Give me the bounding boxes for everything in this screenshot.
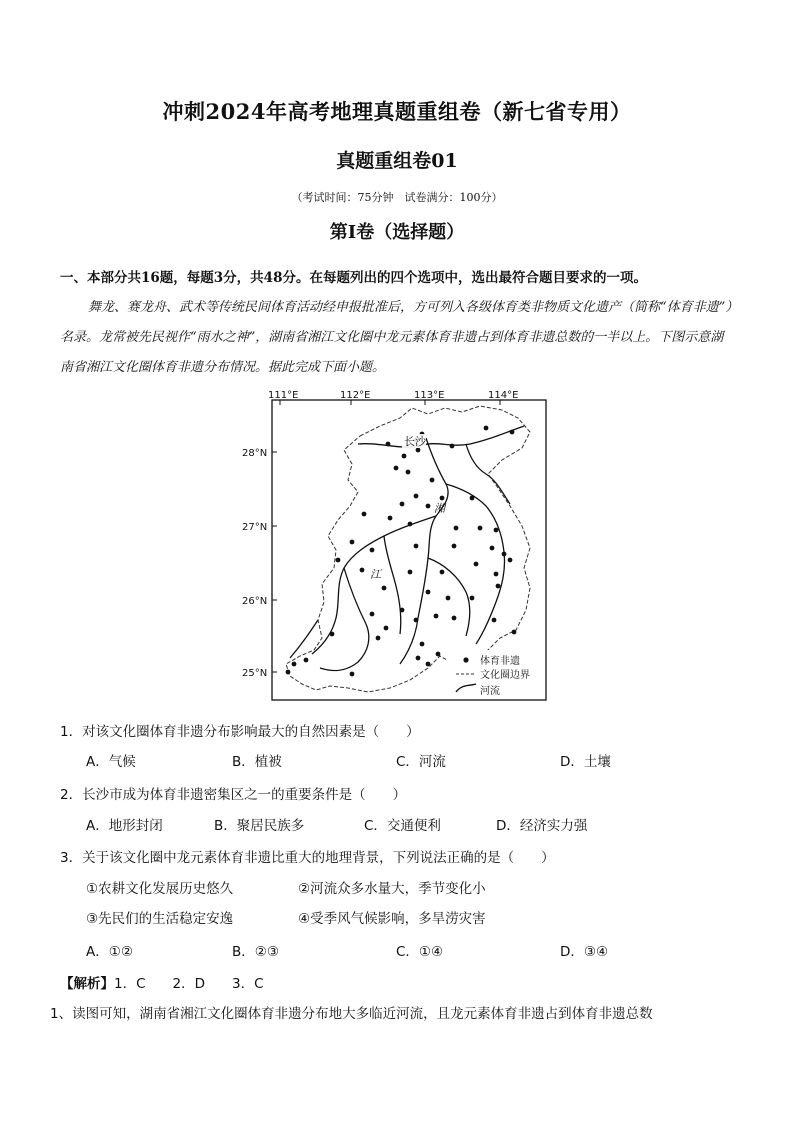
legend-heritage: 体育非遗 bbox=[480, 656, 520, 667]
legend-boundary: 文化圈边界 bbox=[480, 670, 530, 681]
question-1-option-b[interactable]: B．植被 bbox=[232, 754, 282, 770]
question-3-statement-2: ②河流众多水量大，季节变化小 bbox=[298, 881, 486, 897]
lat-label-26: 26°N bbox=[242, 596, 268, 607]
question-3-statement-3: ③先民们的生活稳定安逸 bbox=[86, 911, 234, 927]
heritage-distribution-map bbox=[240, 388, 550, 706]
lon-label-113: 113°E bbox=[414, 390, 445, 401]
question-3-stem: 3．关于该文化圈中龙元素体育非遗比重大的地理背景，下列说法正确的是（ ） bbox=[60, 850, 555, 866]
question-2-option-d[interactable]: D．经济实力强 bbox=[496, 818, 588, 834]
question-3-statement-4: ④受季风气候影响，多旱涝灾害 bbox=[298, 911, 486, 927]
question-2-option-b[interactable]: B．聚居民族多 bbox=[214, 818, 305, 834]
question-3-option-a[interactable]: A．①② bbox=[86, 944, 133, 960]
question-2-option-c[interactable]: C．交通便利 bbox=[364, 818, 441, 834]
question-2-option-a[interactable]: A．地形封闭 bbox=[86, 818, 163, 834]
question-1-option-a[interactable]: A．气候 bbox=[86, 754, 136, 770]
question-2-stem: 2．长沙市成为体育非遗密集区之一的重要条件是（ ） bbox=[60, 787, 407, 803]
river-label-xiang: 湘 bbox=[434, 502, 445, 515]
intro-paragraph: 舞龙、赛龙舟、武术等传统民间体育活动经申报批准后，方可列入各级体育类非物质文化遗产（简称“体育非遗”）名录。龙常被先民视作“雨水之神”，湖南省湘江文化圈中龙元素体育非遗占到体育非遗总数的一半以上。下图示意湖南省湘江文化圈体育非遗分布情况。据此完成下面小题。 bbox=[60, 300, 732, 375]
question-3-option-b[interactable]: B．②③ bbox=[232, 944, 279, 960]
lat-label-28: 28°N bbox=[242, 448, 268, 459]
legend-river: 河流 bbox=[480, 686, 500, 697]
analysis-answers: 1．C 2．D 3．C bbox=[114, 976, 264, 992]
question-3-option-d[interactable]: D．③④ bbox=[560, 944, 609, 960]
lat-label-27: 27°N bbox=[242, 522, 268, 533]
map-legend bbox=[446, 650, 544, 698]
analysis-explanation: 1、读图可知，湖南省湘江文化圈体育非遗分布地大多临近河流，且龙元素体育非遗占到体育非遗总数 bbox=[50, 1006, 653, 1022]
analysis-line bbox=[60, 972, 264, 992]
question-3-statement-1: ①农耕文化发展历史悠久 bbox=[86, 881, 234, 897]
question-1-option-d[interactable]: D．土壤 bbox=[560, 754, 611, 770]
lon-label-112: 112°E bbox=[340, 390, 371, 401]
document-title: 冲刺2024年高考地理真题重组卷（新七省专用） bbox=[162, 99, 632, 124]
question-1-stem: 1．对该文化圈体育非遗分布影响最大的自然因素是（ ） bbox=[60, 724, 420, 740]
lon-label-114: 114°E bbox=[488, 390, 519, 401]
lon-label-111: 111°E bbox=[268, 390, 299, 401]
section-title: 第I卷（选择题） bbox=[329, 222, 465, 243]
lat-label-25: 25°N bbox=[242, 668, 268, 679]
question-1-option-c[interactable]: C．河流 bbox=[396, 754, 446, 770]
question-3-option-c[interactable]: C．①④ bbox=[396, 944, 444, 960]
part-heading: 一、本部分共16题，每题3分，共48分。在每题列出的四个选项中，选出最符合题目要求的一项。 bbox=[60, 270, 647, 286]
document-subtitle: 真题重组卷01 bbox=[336, 150, 458, 172]
river-label-jiang: 江 bbox=[370, 568, 381, 581]
analysis-tag: 【解析】 bbox=[60, 976, 114, 992]
place-label-changsha: 长沙 bbox=[404, 435, 426, 448]
exam-note: （考试时间：75分钟 试卷满分：100分） bbox=[291, 191, 503, 204]
